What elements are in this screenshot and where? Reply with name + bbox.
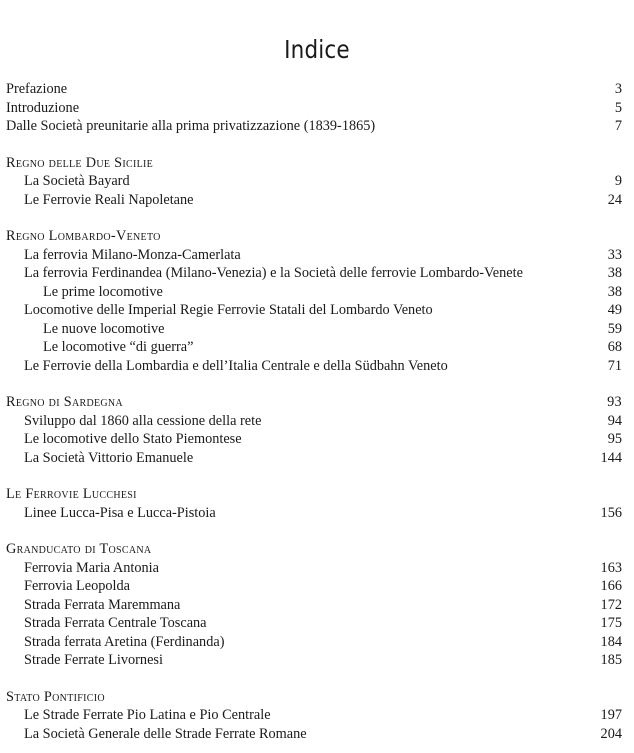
section-heading-title: Granducato di Toscana	[6, 541, 152, 557]
section-heading	[6, 540, 622, 559]
toc-entry-title: Le Ferrovie Reali Napoletane	[24, 191, 194, 208]
toc-entry	[6, 651, 622, 670]
section-heading	[6, 688, 622, 707]
toc-entry-title: Strada Ferrata Centrale Toscana	[24, 615, 207, 631]
toc-entry-title: La ferrovia Milano-Monza-Camerlata	[24, 246, 241, 263]
toc-entry	[6, 559, 622, 578]
toc-entry-page-number: 7	[614, 118, 622, 134]
toc-entry-page-number: 197	[600, 707, 622, 723]
toc-entry-page-number: 163	[600, 559, 622, 576]
section-spacer	[6, 522, 622, 540]
toc-entry-title: Le locomotive “di guerra”	[43, 339, 194, 355]
toc-entry-title: Dalle Società preunitarie alla prima privatizzazione (1839-1865)	[6, 118, 376, 134]
section-heading-title: Regno Lombardo-Veneto	[6, 228, 161, 244]
section-heading-title: Regno di Sardegna	[6, 394, 123, 410]
toc-entry-title: Strade Ferrate Livornesi	[24, 652, 163, 668]
toc-entry	[6, 301, 622, 320]
toc-entry-page-number: 144	[600, 449, 622, 466]
toc-entry-page-number: 68	[607, 339, 622, 355]
toc-entry-page-number: 95	[607, 431, 622, 447]
section-heading-title: Stato Pontificio	[6, 688, 105, 705]
toc-entry-page-number: 24	[607, 191, 622, 208]
toc-entry-page-number: 38	[607, 265, 622, 281]
toc-entry	[6, 338, 622, 357]
section-heading	[6, 485, 622, 504]
toc-entry-title: Le Strade Ferrate Pio Latina e Pio Centrale	[24, 707, 271, 723]
toc-entry-title: Sviluppo dal 1860 alla cessione della rete	[24, 412, 262, 429]
toc-entry	[6, 264, 622, 283]
toc-entry-page-number: 5	[614, 99, 622, 116]
page-title: Indice	[284, 34, 350, 64]
toc-entry-title: La Società Vittorio Emanuele	[24, 449, 194, 466]
toc-entry-page-number: 172	[600, 596, 622, 613]
toc-entry	[6, 614, 622, 633]
toc-entry-title: Prefazione	[6, 81, 68, 97]
toc-entry-title: La ferrovia Ferdinandea (Milano-Venezia) e la Società delle ferrovie Lombardo-Venete	[24, 265, 523, 281]
section-spacer	[6, 209, 622, 227]
section-heading-title: Regno delle Due Sicilie	[6, 154, 154, 171]
toc-entry	[6, 725, 622, 744]
toc-entry-title: La Società Generale delle Strade Ferrate Romane	[24, 725, 307, 742]
toc-entry	[6, 706, 622, 725]
toc-entry	[6, 577, 622, 596]
section-heading-title: Le Ferrovie Lucchesi	[6, 486, 137, 502]
toc-entry-title: Le Ferrovie della Lombardia e dell’Italia Centrale e della Südbahn Veneto	[24, 357, 448, 374]
toc-entry	[6, 320, 622, 339]
toc-entry-title: Strada ferrata Aretina (Ferdinanda)	[24, 633, 225, 650]
toc-entry-title: Locomotive delle Imperial Regie Ferrovie Statali del Lombardo Veneto	[24, 302, 433, 318]
toc-entry	[6, 246, 622, 265]
toc-entry	[6, 596, 622, 615]
section-spacer	[6, 467, 622, 485]
toc-entry	[6, 633, 622, 652]
toc-entry-title: Le nuove locomotive	[43, 320, 165, 337]
toc-entry-page-number: 49	[607, 302, 622, 318]
toc-entry-page-number: 94	[607, 412, 622, 429]
toc-entry	[6, 191, 622, 210]
toc-entry	[6, 412, 622, 431]
toc-entry	[6, 172, 622, 191]
section-spacer	[6, 375, 622, 393]
toc-entry-title: Introduzione	[6, 99, 80, 116]
toc-entry	[6, 117, 622, 136]
toc-entry	[6, 283, 622, 302]
toc-entry-title: Linee Lucca-Pisa e Lucca-Pistoia	[24, 504, 216, 521]
toc-entry-page-number: 71	[607, 357, 622, 374]
toc-entry-page-number: 204	[600, 725, 622, 742]
section-heading	[6, 393, 622, 412]
table-of-contents	[6, 80, 622, 743]
toc-entry-title: Ferrovia Leopolda	[24, 578, 130, 594]
section-heading	[6, 154, 622, 173]
toc-entry-page-number: 185	[600, 652, 622, 668]
section-spacer	[6, 670, 622, 688]
section-spacer	[6, 136, 622, 154]
toc-entry	[6, 99, 622, 118]
toc-entry-page-number: 9	[614, 173, 622, 189]
toc-entry	[6, 449, 622, 468]
toc-entry-page-number: 59	[607, 320, 622, 337]
toc-entry	[6, 357, 622, 376]
toc-entry-title: Strada Ferrata Maremmana	[24, 596, 181, 613]
toc-entry	[6, 430, 622, 449]
toc-entry-page-number: 156	[600, 504, 622, 521]
toc-entry-title: Ferrovia Maria Antonia	[24, 559, 159, 576]
toc-entry-page-number: 166	[600, 578, 622, 594]
toc-entry-page-number: 184	[600, 633, 622, 650]
toc-entry	[6, 504, 622, 523]
toc-entry-page-number: 33	[607, 246, 622, 263]
section-heading	[6, 227, 622, 246]
toc-entry-title: La Società Bayard	[24, 173, 130, 189]
toc-entry-title: Le locomotive dello Stato Piemontese	[24, 431, 242, 447]
section-heading-page-number: 93	[607, 394, 622, 410]
toc-entry-page-number: 3	[614, 81, 622, 97]
toc-entry-page-number: 38	[607, 283, 622, 300]
toc-entry-title: Le prime locomotive	[43, 283, 163, 300]
toc-entry-page-number: 175	[600, 615, 622, 631]
toc-entry	[6, 80, 622, 99]
